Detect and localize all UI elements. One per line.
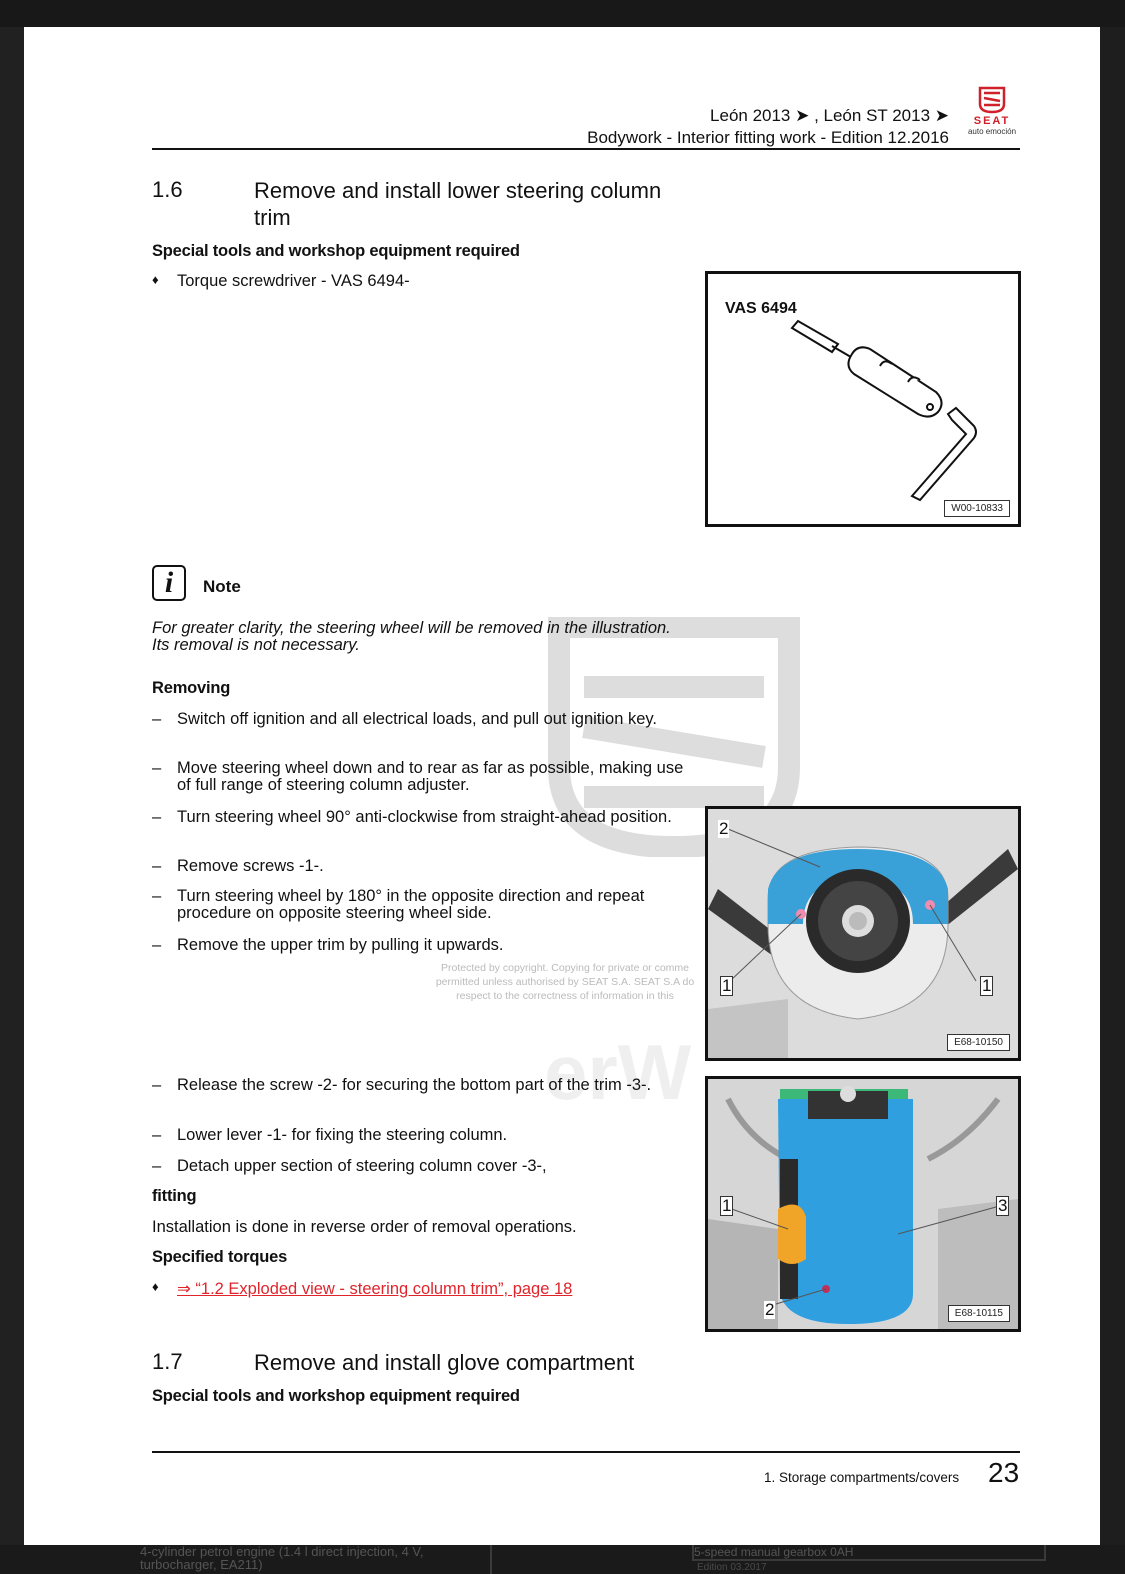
tools-heading: Special tools and workshop equipment required (152, 1387, 520, 1405)
peek-line: 4-cylinder petrol engine (1.4 l direct injection, 4 V, (140, 1545, 424, 1559)
logo-brand: SEAT (973, 115, 1011, 127)
tool-figure (705, 271, 1021, 527)
callout-1: 1 (722, 1196, 732, 1215)
copyright-line: respect to the correctness of information in this (456, 990, 674, 1002)
next-page-peek (0, 1545, 1125, 1574)
dash-bullet: – (152, 759, 162, 777)
seat-logo (957, 86, 1027, 146)
copyright-line: Protected by copyright. Copying for private or comme (440, 962, 690, 974)
upper-trim-illustration (708, 809, 1018, 1058)
page-number: 23 (988, 1457, 1020, 1488)
info-icon: i (152, 565, 186, 601)
note-label: Note (203, 577, 241, 596)
dash-bullet: – (152, 808, 162, 826)
figure-id: E68-10115 (948, 1305, 1010, 1322)
section-title: Remove and install lower steering column trim (254, 178, 662, 230)
step-text: Release the screw -2- for securing the bottom part of the trim -3-. (177, 1076, 652, 1094)
fitting-text: Installation is done in reverse order of removal operations. (152, 1218, 577, 1236)
dash-bullet: – (152, 857, 162, 875)
exploded-view-link[interactable]: ⇒ “1.2 Exploded view - steering column trim”, page 18 (177, 1280, 573, 1298)
logo-tagline: auto emoción (967, 127, 1017, 136)
figure-id: W00-10833 (944, 500, 1010, 517)
step-text: Turn steering wheel 90° anti-clockwise from straight-ahead position. (177, 808, 672, 826)
step-text: Detach upper section of steering column cover -3-, (177, 1157, 547, 1175)
dash-bullet: – (152, 1076, 162, 1094)
footer-rule (152, 1451, 1020, 1453)
peek-line: turbocharger, EA211) (140, 1557, 263, 1572)
next-page-gearbox-text: 5-speed manual gearbox 0AH (692, 1545, 1046, 1561)
dash-bullet: – (152, 1157, 162, 1175)
section-title: Remove and install glove compartment (254, 1350, 635, 1375)
callout-2: 2 (765, 1300, 775, 1319)
fitting-heading: fitting (152, 1187, 197, 1205)
watermark-brand: erW (544, 1028, 692, 1116)
dash-bullet: – (152, 887, 162, 905)
step-text: Move steering wheel down and to rear as far as possible, making use of full range of steering column adjuster. (177, 759, 684, 794)
callout-1-right: 1 (982, 976, 992, 995)
callout-2: 2 (719, 819, 729, 838)
tool-name: Torque screwdriver - VAS 6494- (177, 272, 410, 290)
dash-bullet: – (152, 936, 162, 954)
callout-1-left: 1 (722, 976, 732, 995)
copyright-line: permitted unless authorised by SEAT S.A. SEAT S.A do (435, 976, 695, 988)
viewer-left-margin (0, 27, 24, 1574)
torques-heading: Specified torques (152, 1248, 288, 1266)
upper-trim-figure (705, 806, 1021, 1061)
step-text: Remove the upper trim by pulling it upwards. (177, 936, 504, 954)
next-page-edition: Edition 03.2017 (697, 1562, 767, 1573)
header-manual-title: Bodywork - Interior fitting work - Edition 12.2016 (587, 128, 949, 147)
figure-id: E68-10150 (947, 1034, 1010, 1051)
copyright-watermark (420, 961, 710, 1003)
lower-trim-figure (705, 1076, 1021, 1332)
header-rule (152, 148, 1020, 150)
removing-heading: Removing (152, 679, 231, 697)
tool-figure-label: VAS 6494 (725, 300, 797, 317)
viewer-top-bar (0, 0, 1125, 27)
footer-chapter: 1. Storage compartments/covers (764, 1470, 960, 1485)
step-text: Lower lever -1- for fixing the steering column. (177, 1126, 508, 1144)
document-page (24, 27, 1100, 1545)
viewer-right-margin (1100, 27, 1125, 1574)
header-models: León 2013 ➤ , León ST 2013 ➤ (710, 106, 949, 125)
section-number: 1.7 (152, 1349, 183, 1374)
diamond-bullet-icon: ♦ (152, 272, 159, 287)
section-number: 1.6 (152, 177, 183, 202)
dash-bullet: – (152, 710, 162, 728)
torque-screwdriver-illustration (708, 274, 1018, 524)
step-text: Switch off ignition and all electrical loads, and pull out ignition key. (177, 710, 658, 728)
diamond-bullet-icon: ♦ (152, 1279, 159, 1294)
step-text: Turn steering wheel by 180° in the opposite direction and repeat procedure on opposite steering wheel side. (177, 887, 645, 922)
tools-heading: Special tools and workshop equipment required (152, 242, 520, 260)
note-text: For greater clarity, the steering wheel will be removed in the illustration. Its removal is not necessary. (152, 619, 671, 654)
lower-trim-illustration (708, 1079, 1018, 1329)
seat-logo-icon (977, 86, 1007, 114)
step-text: Remove screws -1-. (177, 857, 324, 875)
callout-3: 3 (998, 1196, 1008, 1215)
dash-bullet: – (152, 1126, 162, 1144)
next-page-engine-text (140, 1545, 492, 1574)
